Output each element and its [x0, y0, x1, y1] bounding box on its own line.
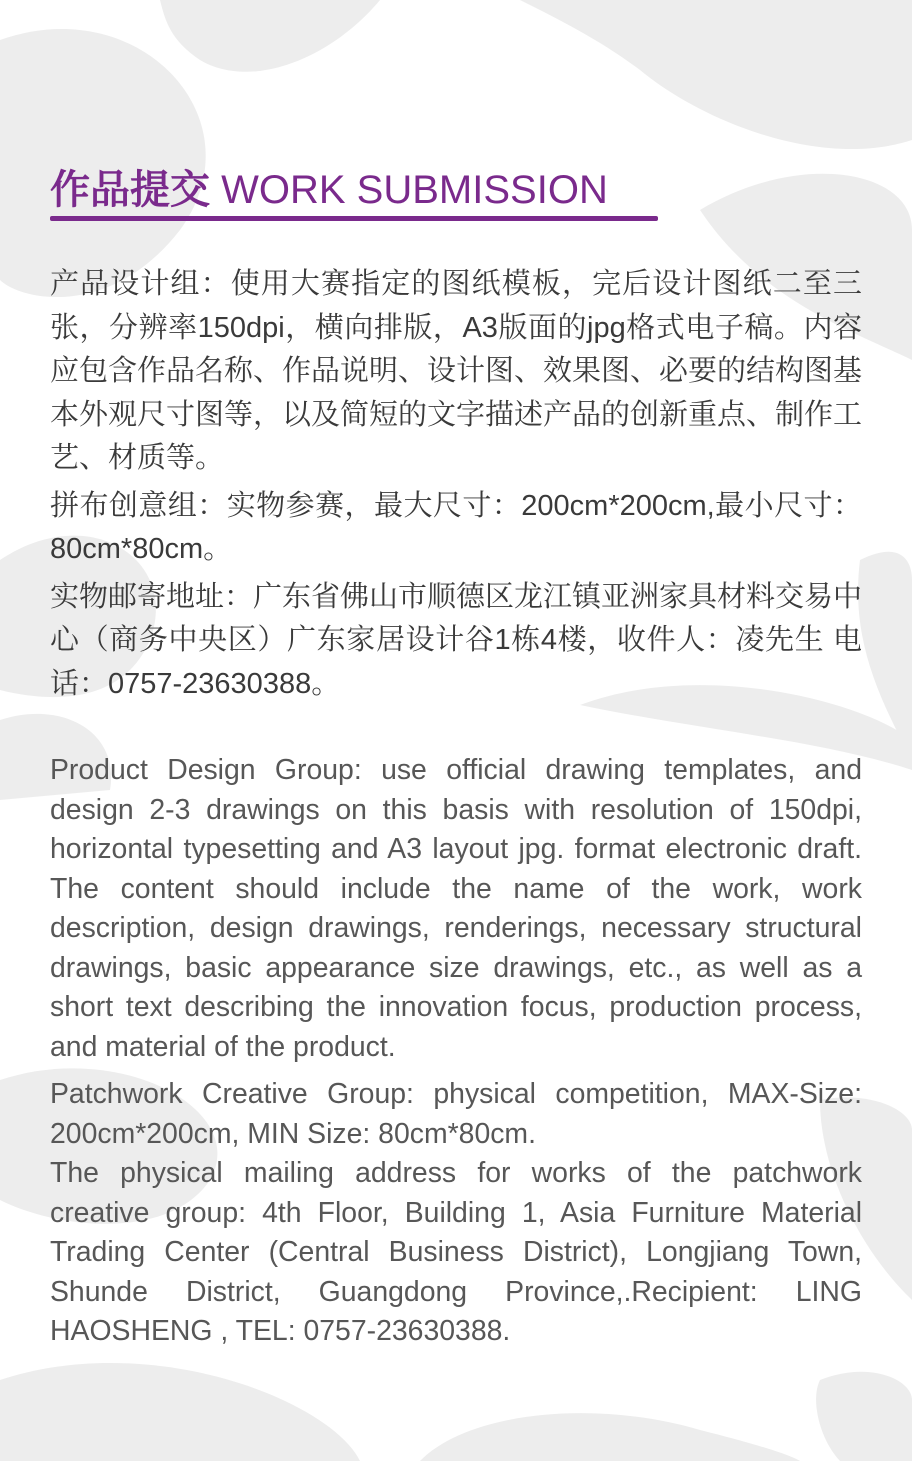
en-product-design-paragraph: Product Design Group: use official drawing templates, and design 2-3 drawings on this basis with resolution of 150dpi, horizontal typesetting and A3 layout jpg. format electronic draft. The content should include the name of the work, work description, design drawings, renderings, necessary structural drawings, basic appearance size drawings, etc., as well as a short text describing the innovation focus, production process, and material of the product. — [50, 754, 862, 1063]
en-patchwork-paragraph: Patchwork Creative Group: physical competition, MAX-Size: 200cm*200cm, MIN Size: 80cm*80cm. — [50, 1078, 862, 1150]
cn-product-design-paragraph: 产品设计组：使用大赛指定的图纸模板，完后设计图纸二至三张，分辨率150dpi，横向排版，A3版面的jpg格式电子稿。内容应包含作品名称、作品说明、设计图、效果图、必要的结构图基本外观尺寸图等，以及简短的文字描述产品的创新重点、制作工艺、材质等。 — [50, 268, 863, 474]
cn-address-paragraph: 实物邮寄地址：广东省佛山市顺德区龙江镇亚洲家具材料交易中心（商务中央区）广东家居设计谷1栋4楼，收件人：凌先生 电话：0757-23630388。 — [50, 580, 863, 700]
title-underline — [50, 216, 658, 221]
chinese-text-block — [50, 263, 862, 710]
section-title — [50, 160, 608, 220]
en-address-paragraph: The physical mailing address for works of the patchwork creative group: 4th Floor, Building 1, Asia Furniture Material Trading Center (Central Business District), Longjiang Town, Shunde District, Guangdong Province,.Recipient: LING HAOSHENG , TEL: 0757-23630388. — [50, 1157, 862, 1347]
section-title-cn: 作品提交 — [50, 168, 210, 212]
cn-patchwork-paragraph: 拼布创意组：实物参赛，最大尺寸：200cm*200cm,最小尺寸：80cm*80cm。 — [50, 489, 862, 565]
section-title-en: WORK SUBMISSION — [221, 168, 608, 212]
english-text-block — [50, 751, 862, 1360]
